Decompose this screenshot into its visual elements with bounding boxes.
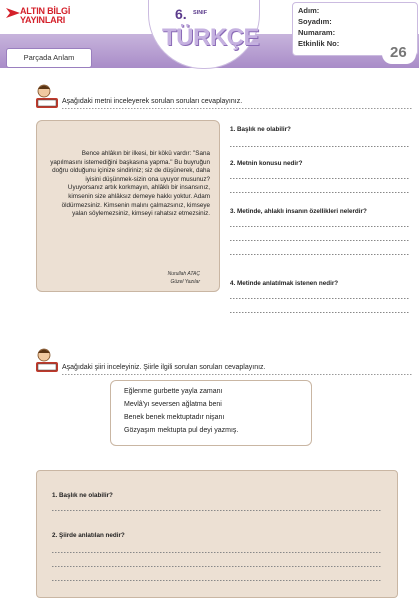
subject-title: TÜRKÇE xyxy=(162,24,259,51)
p1-answer-line[interactable] xyxy=(230,192,410,193)
reading-child-icon xyxy=(34,84,60,112)
author-source: Güzel Yazılar xyxy=(170,279,200,285)
p1-answer-line[interactable] xyxy=(230,146,410,147)
field-number: Numaram: xyxy=(298,28,336,37)
passage-text: Bence ahlâkın bir ilkesi, bir kökü vardır: "Sana yapılmasını istemediğini başkasına yapma." Bu buyruğun doğru olduğunu içinize sindiriniz; siz de düşünerek, daha iyisini düşünmek-sizin ona uyuyor musunuz? Uyuyorsanız artık korkmayın, ahlâklı bir insansınız, kimsenin size ahlâksız demeye hakkı yoktur. Adam öldürmezsiniz. Kimsenin malını çalmazsınız, kimseye yalan söylemezsiniz, kimseyi rahatsız etmezsiniz. xyxy=(50,150,210,218)
logo-line-2: YAYINLARI xyxy=(20,15,66,25)
p2-question-1: 1. Başlık ne olabilir? xyxy=(52,492,113,499)
section-label: Parçada Anlam xyxy=(6,48,92,68)
p1-answer-line[interactable] xyxy=(230,254,410,255)
author-name: Nurullah ATAÇ xyxy=(167,271,200,277)
p2-answer-line[interactable] xyxy=(52,580,382,581)
field-name: Adım: xyxy=(298,6,320,15)
poem-line: Benek benek mektuptadır nişanı xyxy=(124,414,225,421)
part2-instruction-underline xyxy=(62,374,412,375)
field-activity-no: Etkinlik No: xyxy=(298,39,340,48)
p1-answer-line[interactable] xyxy=(230,240,410,241)
p1-question-1: 1. Başlık ne olabilir? xyxy=(230,126,291,133)
grade-number: 6. xyxy=(175,6,187,22)
poem-line: Eğlenme gurbette yayla zamanı xyxy=(124,388,223,395)
poem-line: Mevlâ'yı seversen ağlatma beni xyxy=(124,401,222,408)
p1-answer-line[interactable] xyxy=(230,312,410,313)
poem-line: Gözyaşım mektupta pul deyi yazmış. xyxy=(124,427,239,434)
publisher-logo xyxy=(6,6,90,36)
p1-question-2: 2. Metnin konusu nedir? xyxy=(230,160,303,167)
grade-suffix: SINIF xyxy=(193,10,208,16)
p1-answer-line[interactable] xyxy=(230,226,410,227)
part2-instruction: Aşağıdaki şiiri inceleyiniz. Şiirle ilgili sorulan soruları cevaplayınız. xyxy=(62,364,266,371)
passage-author xyxy=(130,270,200,286)
p1-question-4: 4. Metinde anlatılmak istenen nedir? xyxy=(230,280,339,287)
p2-answer-line[interactable] xyxy=(52,552,382,553)
p1-answer-line[interactable] xyxy=(230,178,410,179)
field-surname: Soyadım: xyxy=(298,17,332,26)
logo-arrow-icon xyxy=(6,6,20,20)
reading-child-icon xyxy=(34,348,60,376)
p1-answer-line[interactable] xyxy=(230,298,410,299)
part1-instruction: Aşağıdaki metni inceleyerek sorulan soruları cevaplayınız. xyxy=(62,98,243,105)
logo-line-1: ALTIN BİLGİ xyxy=(20,6,71,16)
p2-question-2: 2. Şiirde anlatılan nedir? xyxy=(52,532,125,539)
p2-answer-line[interactable] xyxy=(52,510,382,511)
page-number: 26 xyxy=(390,44,407,61)
part1-instruction-underline xyxy=(62,108,412,109)
p2-answer-line[interactable] xyxy=(52,566,382,567)
p1-question-3: 3. Metinde, ahlaklı insanın özellikleri nelerdir? xyxy=(230,208,367,215)
